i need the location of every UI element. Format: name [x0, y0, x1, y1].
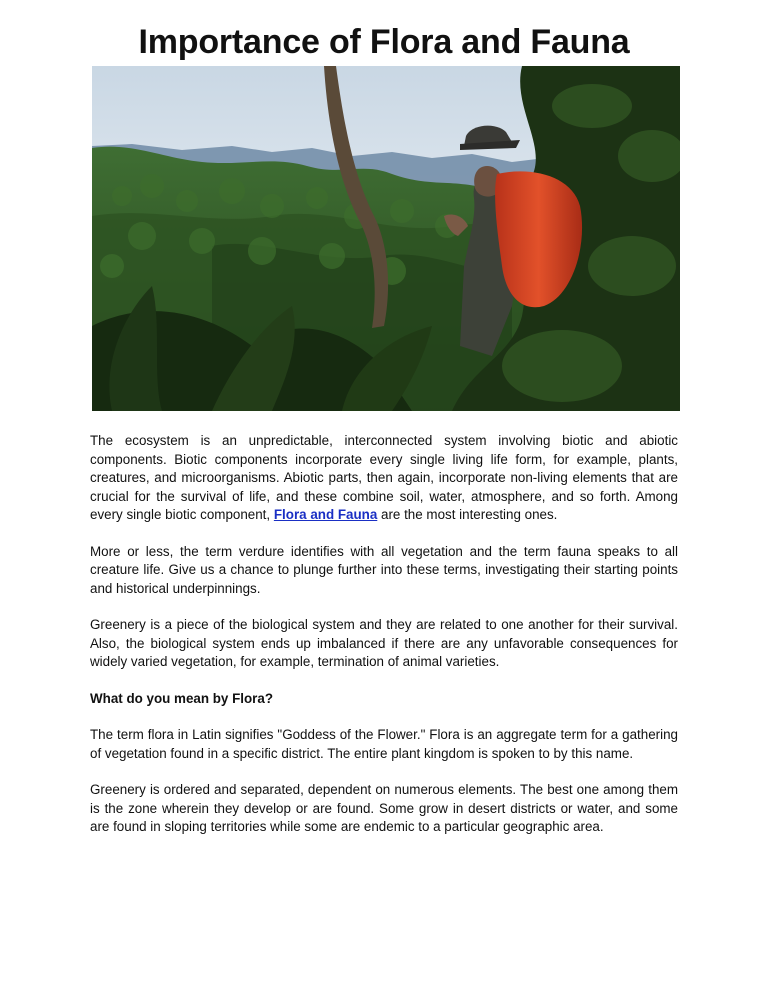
- article-body: [90, 432, 678, 855]
- document-title: Importance of Flora and Fauna: [138, 23, 630, 61]
- paragraph-intro-end: are the most interesting ones.: [377, 507, 558, 522]
- paragraph-intro: [90, 432, 678, 525]
- paragraph-flora-classification: Greenery is ordered and separated, dependent on numerous elements. The best one among them is the zone wherein they develop or are found. Some grow in desert districts or water, and some are found in sloping territories while some are endemic to a particular geographic area.: [90, 782, 678, 834]
- paragraph-intro-text: The ecosystem is an unpredictable, interconnected system involving biotic and abiotic components. Biotic components incorporate every single living life form, for example, plants, creatures, and microorganisms. Abiotic parts, then again, incorporate non-living elements that are crucial for the survival of life, and these combine soil, water, atmosphere, and so forth. Among every single biotic component,: [90, 433, 678, 522]
- paragraph-flora-definition: The term flora in Latin signifies "Goddess of the Flower." Flora is an aggregate term for a gathering of vegetation found in a specific district. The entire plant kingdom is spoken to by this name.: [90, 727, 678, 761]
- paragraph-terms: More or less, the term verdure identifies with all vegetation and the term fauna speaks to all creature life. Give us a chance to plunge further into these terms, investigating their starting points and historical underpinnings.: [90, 543, 678, 596]
- section-heading-flora: What do you mean by Flora?: [90, 690, 274, 706]
- flora-fauna-link[interactable]: Flora and Fauna: [273, 507, 378, 522]
- paragraph-greenery: Greenery is a piece of the biological system and they are related to one another for their survival. Also, the biological system ends up imbalanced if there are any unfavorable consequences for widely varied vegetation, for example, termination of animal varieties.: [90, 617, 678, 669]
- hero-photo: [92, 66, 680, 411]
